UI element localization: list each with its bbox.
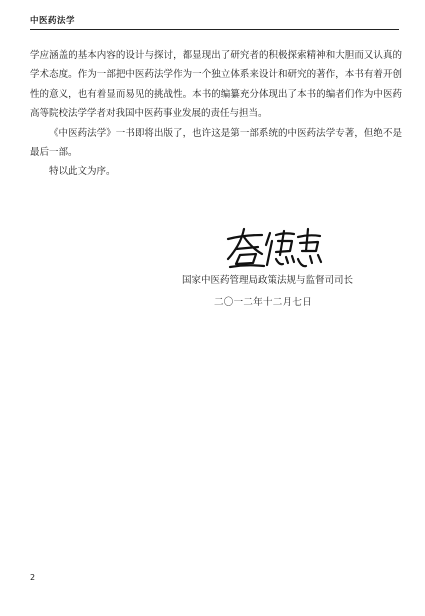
signature-date: 二〇一二年十二月七日	[214, 297, 313, 308]
paragraph-publication-note: 《中医药法学》一书即将出版了，也许这是第一部系统的中医药法学专著，但绝不是最后一部。	[30, 127, 402, 159]
handwritten-signature	[222, 225, 326, 269]
page-number: 2	[30, 573, 36, 582]
paragraph-closing: 特以此文为序。	[49, 166, 116, 178]
paragraph-continuation: 学应涵盖的基本内容的设计与探讨，都显现出了研究者的积极探索精神和大胆而又认真的学术态度。作为一部把中医药法学作为一个独立体系来设计和研究的著作，本书有着开创性的意义，也有着显而易见的挑战性。本书的编纂充分体现出了本书的编者们作为中医药高等院校法学学者对我国中医药事业发展的责任与担当。	[30, 50, 402, 120]
signer-title: 国家中医药管理局政策法规与监督司司长	[182, 275, 354, 286]
running-head: 中医药法学	[30, 16, 76, 26]
header-divider	[30, 29, 399, 30]
preface-body	[30, 46, 402, 182]
